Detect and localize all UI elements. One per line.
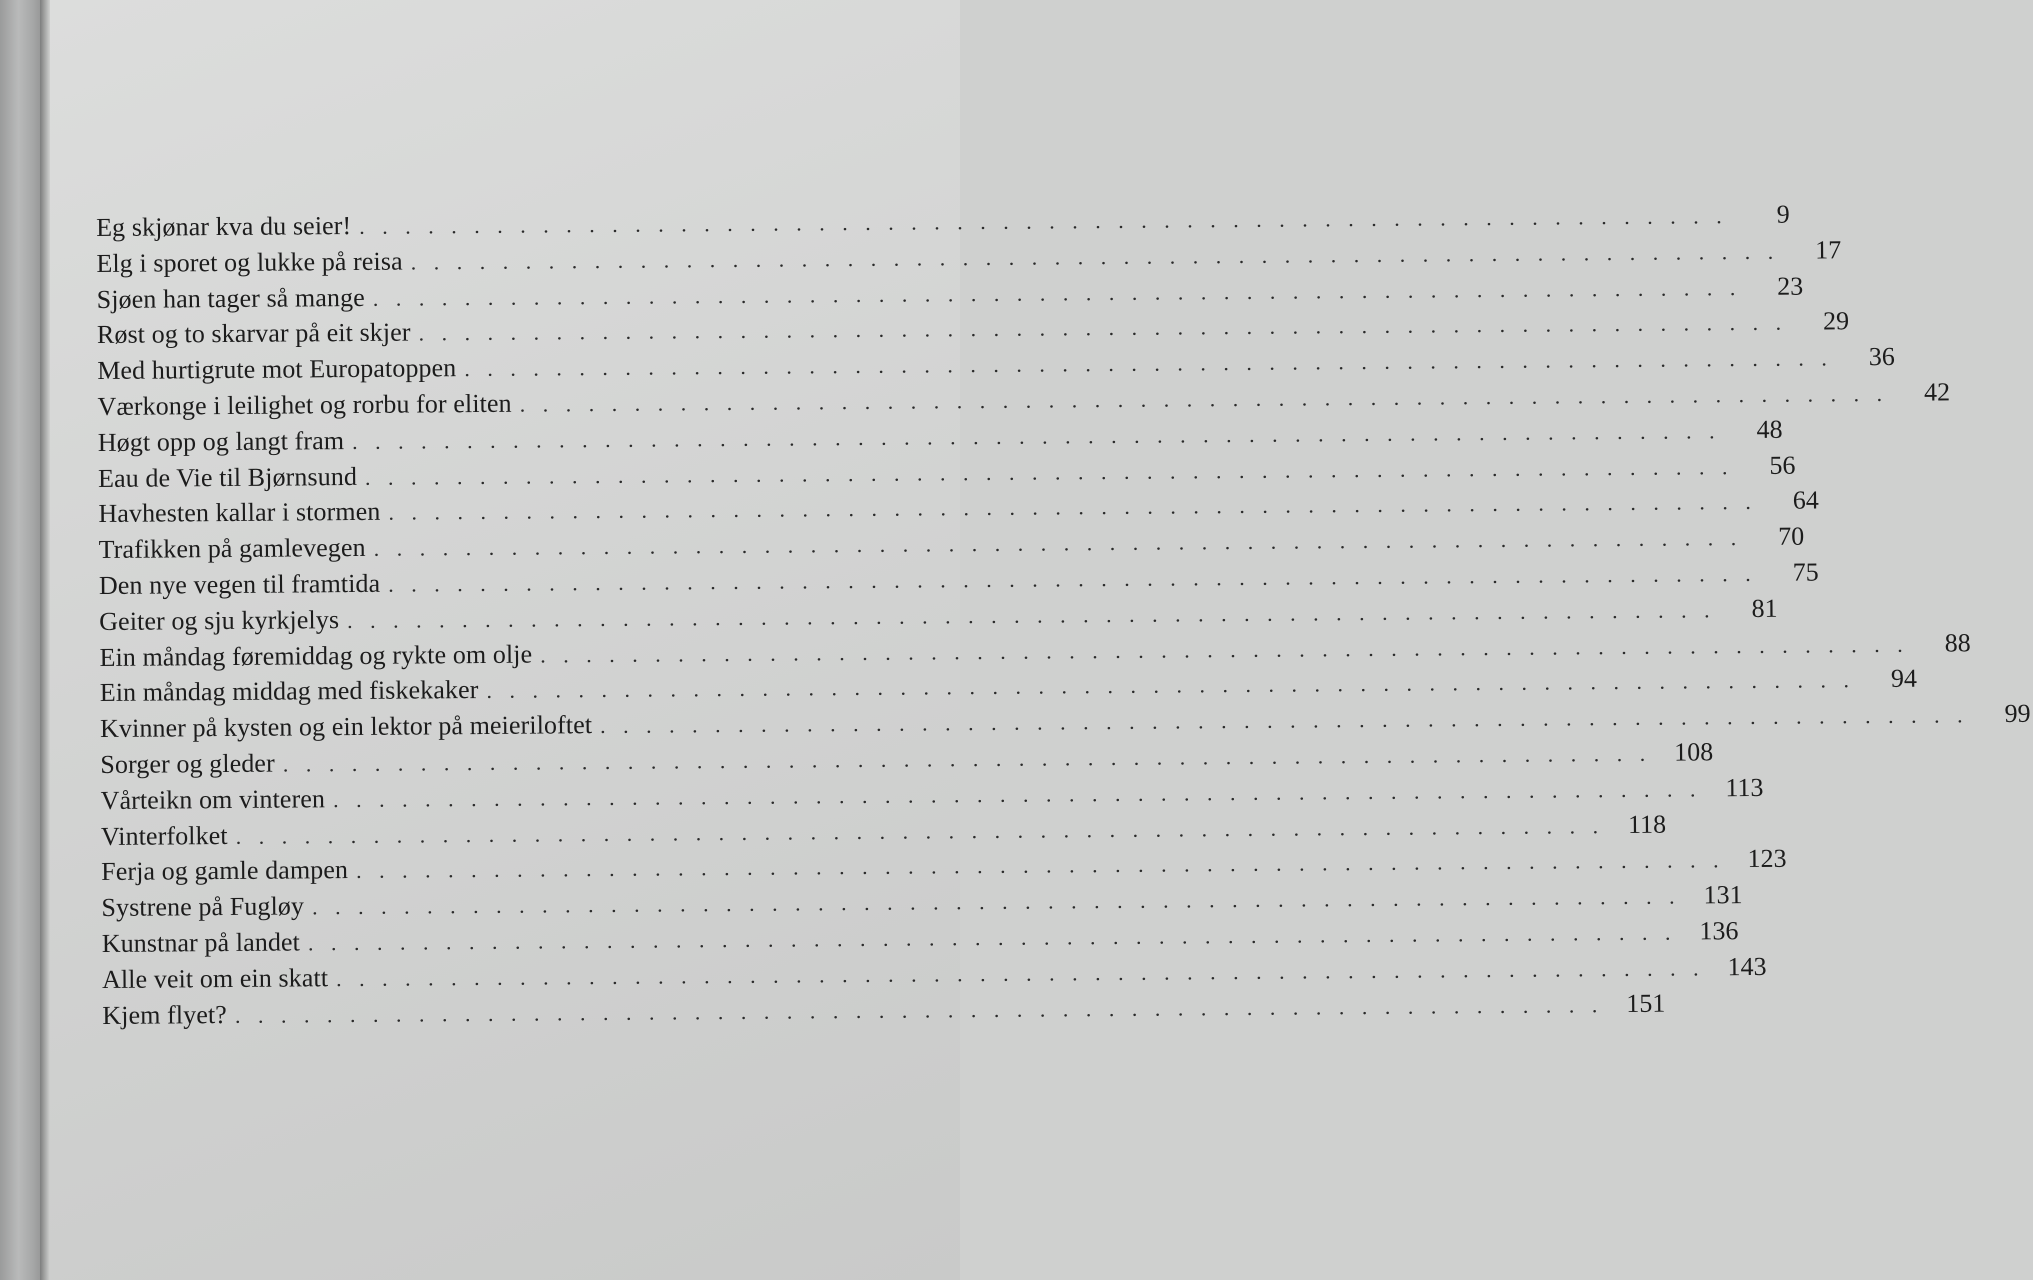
toc-entry-title: Trafikken på gamlevegen [98,533,366,565]
toc-entry-page: 42 [1923,377,1951,407]
dot-leader: . . . . . . . . . . . . . . . . . . . . . . . . . . . . . . . . . . . . . . . . . . . . . . . . . . . . . . . . . . . . [234,991,1604,1028]
dot-leader: . . . . . . . . . . . . . . . . . . . . . . . . . . . . . . . . . . . . . . . . . . . . . . . . . . . . . . . . . . . . [486,667,1855,704]
toc-entry-title: Elg i sporet og lukke på reisa [96,246,403,278]
toc-entry [100,737,1714,783]
toc-entry-title: Høgt opp og langt fram [97,425,345,457]
toc-entry-title: Eau de Vie til Bjørnsund [97,461,358,493]
page-edge [40,0,50,1280]
toc-entry [101,916,1739,962]
toc-entry [101,951,1767,997]
dot-leader: . . . . . . . . . . . . . . . . . . . . . . . . . . . . . . . . . . . . . . . . . . . . . . . . . . . . . . . . . . . . [464,345,1833,382]
toc-entry-title: Ein måndag føremiddag og rykte om olje [99,639,533,672]
toc-entry-page: 123 [1747,844,1787,874]
toc-entry [96,235,1842,282]
toc-entry-title: Ein måndag middag med fiskekaker [99,675,479,708]
toc-entry-page: 113 [1725,772,1764,802]
toc-entry-title: Ferja og gamle dampen [101,855,349,887]
dot-leader: . . . . . . . . . . . . . . . . . . . . . . . . . . . . . . . . . . . . . . . . . . . . . . . . . . . . . . . . . . . . [359,203,1728,239]
toc-entry-title: Systrene på Fugløy [101,891,305,923]
toc-entry-page: 88 [1944,627,1971,658]
toc-entry-page: 151 [1626,988,1666,1018]
dot-leader: . . . . . . . . . . . . . . . . . . . . . . . . . . . . . . . . . . . . . . . . . . . . . . . . . . . . . . . . . . . . [519,380,1889,417]
toc-entry [98,557,1819,604]
toc-entry-page: 36 [1868,342,1895,372]
toc-entry-page: 23 [1777,271,1804,301]
toc-entry [96,306,1850,353]
toc-entry-title: Sorger og gleder [100,748,275,779]
dot-leader: . . . . . . . . . . . . . . . . . . . . . . . . . . . . . . . . . . . . . . . . . . . . . . . . . . . . . . . . . . . . [332,776,1702,812]
toc-entry [100,809,1667,854]
toc-entry [97,414,1783,461]
dot-leader: . . . . . . . . . . . . . . . . . . . . . . . . . . . . . . . . . . . . . . . . . . . . . . . . . . . . . . . . . . . . [540,631,1909,668]
toc-entry-page: 17 [1815,235,1842,265]
toc-entry [98,521,1805,568]
toc-entry-title: Sjøen han tager så mange [96,282,365,314]
toc-entry-page: 94 [1890,664,1917,694]
toc-entry [99,698,2031,747]
dot-leader: . . . . . . . . . . . . . . . . . . . . . . . . . . . . . . . . . . . . . . . . . . . . . . . . . . . . . . . . . . . . [355,847,1725,884]
dot-leader: . . . . . . . . . . . . . . . . . . . . . . . . . . . . . . . . . . . . . . . . . . . . . . . . . . . . . . . . . . . . [311,883,1681,920]
toc-entry-title: Den nye vegen til framtida [98,568,381,600]
dot-leader: . . . . . . . . . . . . . . . . . . . . . . . . . . . . . . . . . . . . . . . . . . . . . . . . . . . . . . . . . . . . [410,238,1780,275]
toc-entry [96,271,1804,317]
toc-entry [100,772,1764,818]
toc-entry-page: 9 [1776,199,1790,229]
dot-leader: . . . . . . . . . . . . . . . . . . . . . . . . . . . . . . . . . . . . . . . . . . . . . . . . . . . . . . . . . . . . [600,702,1969,739]
dot-leader: . . . . . . . . . . . . . . . . . . . . . . . . . . . . . . . . . . . . . . . . . . . . . . . . . . . . . . . . . . . . [373,525,1743,562]
toc-entry [99,593,1778,640]
dot-leader: . . . . . . . . . . . . . . . . . . . . . . . . . . . . . . . . . . . . . . . . . . . . . . . . . . . . . . . . . . . . [307,919,1677,956]
toc-entry-page: 75 [1792,557,1819,587]
toc-entry-title: Havhesten kallar i stormen [98,497,381,529]
toc-entry-page: 81 [1751,593,1778,623]
toc-entry [99,664,1917,711]
toc-entry-page: 29 [1822,306,1850,336]
toc-entry [98,485,1819,532]
toc-entry-page: 108 [1674,737,1714,767]
toc-entry-title: Kunstnar på landet [101,927,301,958]
toc-entry [99,627,1971,675]
toc-entry-title: Værkonge i leilighet og rorbu for eliten [97,388,512,421]
toc-entry-page: 118 [1627,809,1667,839]
toc-entry [97,450,1796,496]
toc-entry-page: 143 [1727,951,1767,981]
toc-entry-title: Kvinner på kysten og ein lektor på meieriloftet [99,710,593,744]
toc-entry [97,342,1895,389]
toc-entry-page: 136 [1699,916,1739,946]
toc-entry-title: Vårteikn om vinteren [100,783,326,815]
toc-entry-title: Kjem flyet? [102,999,227,1030]
toc-entry-page: 70 [1778,521,1805,551]
toc-entry-page: 56 [1769,450,1796,480]
table-of-contents [96,199,2031,1034]
toc-entry [102,988,1666,1033]
toc-entry-title: Alle veit om ein skatt [101,962,329,994]
toc-entry [101,880,1743,926]
toc-entry-title: Røst og to skarvar på eit skjer [96,317,411,350]
toc-entry [96,199,1790,246]
toc-entry-title: Med hurtigrute mot Europatoppen [97,353,457,386]
dot-leader: . . . . . . . . . . . . . . . . . . . . . . . . . . . . . . . . . . . . . . . . . . . . . . . . . . . . . . . . . . . . [418,310,1788,346]
toc-entry-page: 64 [1792,485,1819,516]
dot-leader: . . . . . . . . . . . . . . . . . . . . . . . . . . . . . . . . . . . . . . . . . . . . . . . . . . . . . . . . . . . . [235,812,1605,849]
toc-entry-title: Geiter og sju kyrkjelys [99,604,340,636]
dot-leader: . . . . . . . . . . . . . . . . . . . . . . . . . . . . . . . . . . . . . . . . . . . . . . . . . . . . . . . . . . . . [364,453,1734,490]
toc-entry [97,377,1951,425]
toc-entry [101,844,1787,890]
dot-leader: . . . . . . . . . . . . . . . . . . . . . . . . . . . . . . . . . . . . . . . . . . . . . . . . . . . . . . . . . . . . [372,274,1742,311]
dot-leader: . . . . . . . . . . . . . . . . . . . . . . . . . . . . . . . . . . . . . . . . . . . . . . . . . . . . . . . . . . . . [352,418,1721,454]
toc-entry-page: 131 [1703,880,1743,910]
dot-leader: . . . . . . . . . . . . . . . . . . . . . . . . . . . . . . . . . . . . . . . . . . . . . . . . . . . . . . . . . . . . [335,955,1705,991]
toc-entry-title: Vinterfolket [100,820,228,851]
toc-entry-page: 48 [1756,414,1783,444]
dot-leader: . . . . . . . . . . . . . . . . . . . . . . . . . . . . . . . . . . . . . . . . . . . . . . . . . . . . . . . . . . . . [388,489,1757,526]
dot-leader: . . . . . . . . . . . . . . . . . . . . . . . . . . . . . . . . . . . . . . . . . . . . . . . . . . . . . . . . . . . . [388,560,1757,597]
dot-leader: . . . . . . . . . . . . . . . . . . . . . . . . . . . . . . . . . . . . . . . . . . . . . . . . . . . . . . . . . . . . [347,597,1716,633]
toc-entry-page: 99 [2004,698,2031,729]
toc-entry-title: Eg skjønar kva du seier! [96,210,352,242]
dot-leader: . . . . . . . . . . . . . . . . . . . . . . . . . . . . . . . . . . . . . . . . . . . . . . . . . . . . . . . . . . . . [282,740,1652,777]
